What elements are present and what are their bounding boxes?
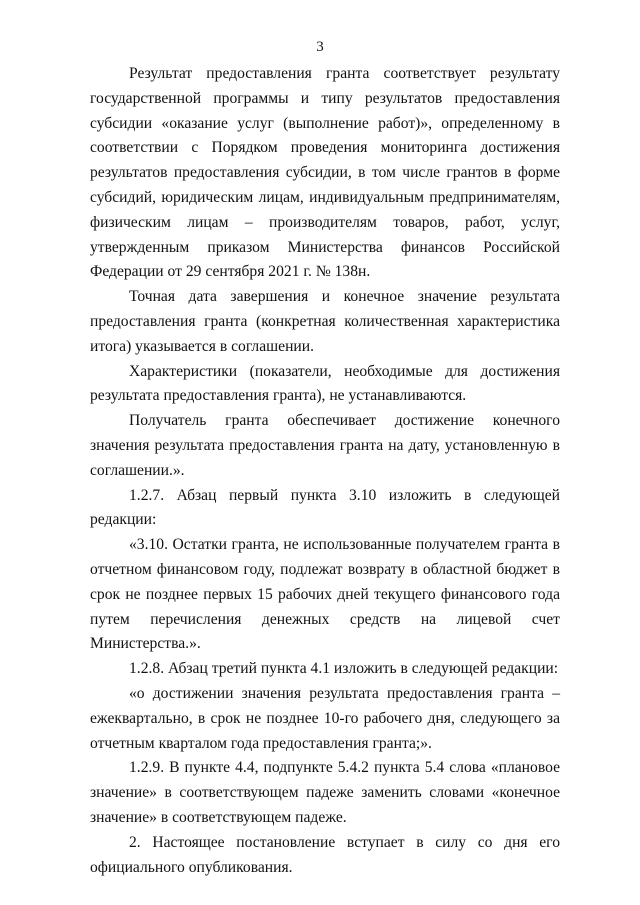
paragraph-grant-result: Результат предоставления гранта соответствует результату государственной программы и типу результатов предоставления субсидии «оказание услуг (выполнение работ)», определенному в соответствии с Порядком проведения мониторинга достижения результатов предоставления субсидии, в том числе грантов в форме субсидий, юридическим лицам, индивидуальным предпринимателям, физическим лицам – производителям товаров, работ, услуг, утвержденным приказом Министерства финансов Российской Федерации от 29 сентября 2021 г. № 138н. (90, 65, 560, 281)
paragraph-item-1-2-8: 1.2.8. Абзац третий пункта 4.1 изложить в следующей редакции: (129, 660, 559, 678)
paragraph-item-1-2-9: 1.2.9. В пункте 4.4, подпункте 5.4.2 пункта 5.4 слова «плановое значение» в соответствующем падеже заменить словами «конечное значение» в соответствующем падеже. (90, 759, 560, 826)
paragraph-item-1-2-7: 1.2.7. Абзац первый пункта 3.10 изложить в следующей редакции: (90, 486, 560, 529)
paragraph-characteristics: Характеристики (показатели, необходимые для достижения результата предоставления гранта), не устанавливаются. (90, 362, 560, 405)
paragraph-completion-date: Точная дата завершения и конечное значение результата предоставления гранта (конкретная количественная характеристика итога) указывается в соглашении. (90, 288, 560, 355)
document-body (90, 62, 560, 880)
page-number: 3 (316, 39, 324, 55)
paragraph-recipient-obligation: Получатель гранта обеспечивает достижение конечного значения результата предоставления гранта на дату, установленную в соглашении.». (90, 412, 560, 479)
paragraph-effective-date: 2. Настоящее постановление вступает в силу со дня его официального опубликования. (90, 833, 560, 876)
paragraph-clause-3-10: «3.10. Остатки гранта, не использованные получателем гранта в отчетном финансовом году, подлежат возврату в областной бюджет в срок не позднее первых 15 рабочих дней текущего финансового года путем перечисления денежных средств на лицевой счет Министерства.». (90, 536, 560, 653)
paragraph-quarterly-report: «о достижении значения результата предоставления гранта – ежеквартально, в срок не позднее 10-го рабочего дня, следующего за отчетным кварталом года предоставления гранта;». (90, 684, 560, 752)
